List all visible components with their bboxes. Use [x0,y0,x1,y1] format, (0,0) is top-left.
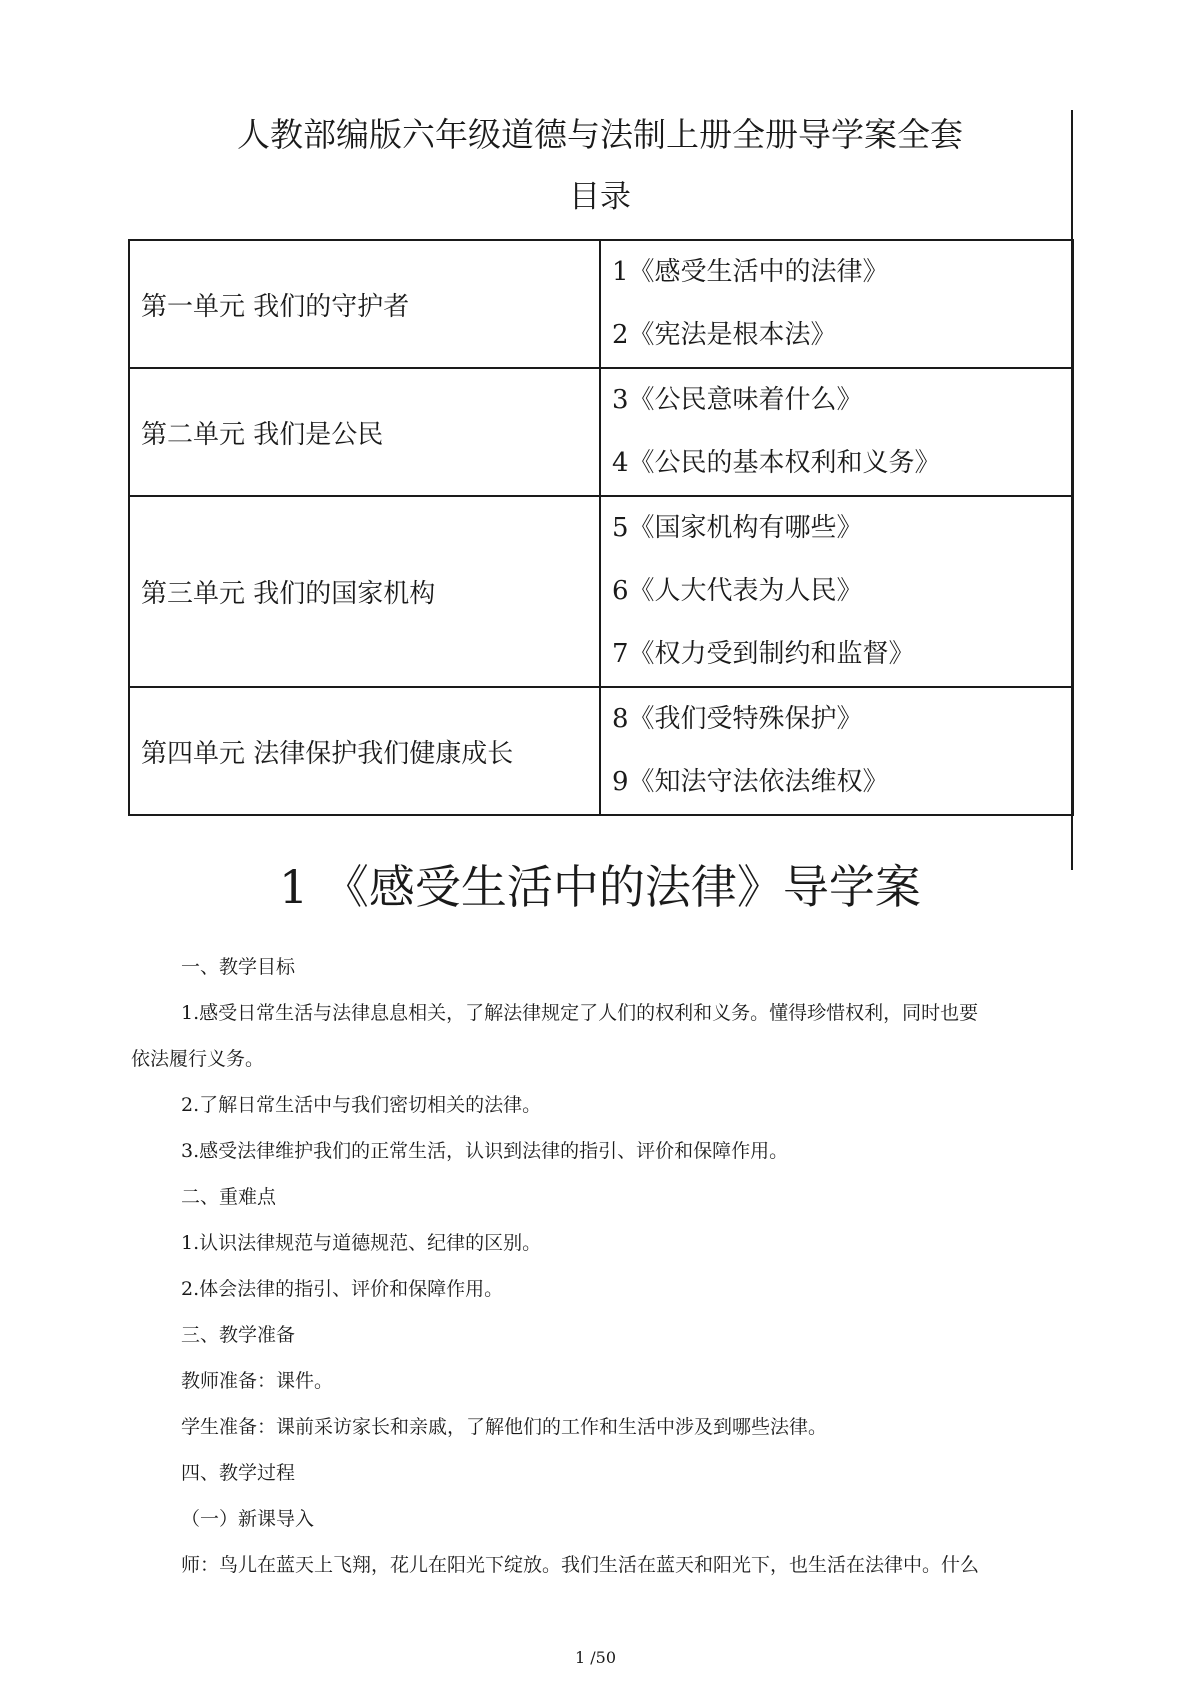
toc-unit-label: 第四单元 法律保护我们健康成长 [141,738,514,769]
toc-lesson-item: 8《我们受特殊保护》 [612,704,863,734]
toc-lessons-cell [600,240,1073,368]
toc-lesson-list [601,369,1072,495]
toc-lesson-list [601,241,1072,367]
paragraph-continuation: 依法履行义务。 [131,1048,265,1070]
toc-row [129,496,1073,687]
table-of-contents [128,239,1074,816]
paragraph: 师：鸟儿在蓝天上飞翔，花儿在阳光下绽放。我们生活在蓝天和阳光下，也生活在法律中。什么 [181,1554,980,1576]
toc-row [129,687,1073,815]
toc-unit-cell [129,368,600,496]
section-heading: 三、教学准备 [181,1324,296,1346]
toc-unit-cell [129,240,600,368]
toc-lesson-item: 1《感受生活中的法律》 [612,257,889,287]
paragraph: 3.感受法律维护我们的正常生活，认识到法律的指引、评价和保障作用。 [181,1140,789,1162]
toc-unit-cell [129,496,600,687]
lesson-title: 1 《感受生活中的法律》导学案 [279,860,921,914]
toc-row [129,368,1073,496]
toc-lesson-item: 9《知法守法依法维权》 [612,767,889,797]
toc-lesson-item: 4《公民的基本权利和义务》 [612,448,941,478]
toc-lesson-item: 6《人大代表为人民》 [612,576,863,606]
paragraph: 教师准备：课件。 [181,1370,334,1392]
toc-lesson-item: 7《权力受到制约和监督》 [612,639,915,669]
toc-lesson-item: 2《宪法是根本法》 [612,320,837,350]
toc-lessons-cell [600,687,1073,815]
lesson-body [131,944,1061,1588]
toc-lessons-cell [600,368,1073,496]
section-heading: 一、教学目标 [181,956,296,978]
section-heading: 二、重难点 [181,1186,277,1208]
paragraph: 2.体会法律的指引、评价和保障作用。 [181,1278,504,1300]
document-title: 人教部编版六年级道德与法制上册全册导学案全套 [237,115,963,154]
toc-unit-cell [129,687,600,815]
toc-row [129,240,1073,368]
paragraph: 1.认识法律规范与道德规范、纪律的区别。 [181,1232,542,1254]
toc-heading: 目录 [569,179,631,215]
toc-lesson-list [601,688,1072,814]
toc-unit-label: 第一单元 我们的守护者 [141,291,410,322]
toc-lesson-item: 3《公民意味着什么》 [612,385,863,415]
page-number: 1 /50 [574,1648,616,1667]
paragraph: 学生准备：课前采访家长和亲戚，了解他们的工作和生活中涉及到哪些法律。 [181,1416,828,1438]
paragraph: 2.了解日常生活中与我们密切相关的法律。 [181,1094,542,1116]
toc-unit-label: 第二单元 我们是公民 [141,419,384,450]
toc-unit-label: 第三单元 我们的国家机构 [141,579,436,609]
toc-lessons-cell [600,496,1073,687]
subsection-heading: （一）新课导入 [181,1508,315,1530]
section-heading: 四、教学过程 [181,1462,296,1484]
toc-lesson-list [601,497,1072,686]
paragraph: 1.感受日常生活与法律息息相关，了解法律规定了人们的权利和义务。懂得珍惜权利，同时也要 [181,1002,979,1024]
toc-lesson-item: 5《国家机构有哪些》 [612,513,863,543]
